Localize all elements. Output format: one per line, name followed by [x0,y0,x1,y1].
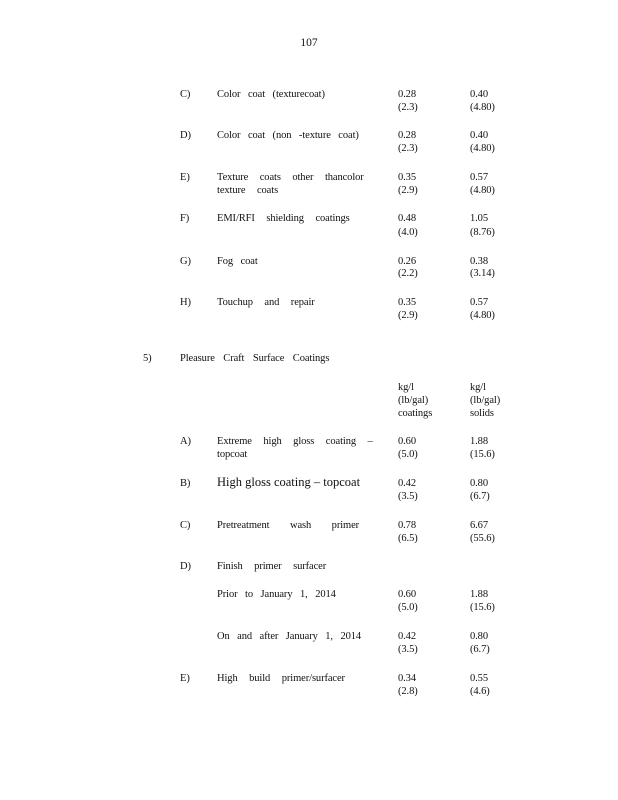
item-description: EMI/RFI shielding coatings [217,213,350,224]
value-solids-lbgal: (6.7) [470,644,490,655]
header-unit-lbgal: (lb/gal) [398,395,429,406]
value-coatings-lbgal: (2.3) [398,143,418,154]
value-coatings-lbgal: (5.0) [398,449,418,460]
value-solids: 0.55 [470,673,488,684]
item-description-cont: texture coats [217,185,279,196]
value-coatings-lbgal: (6.5) [398,533,418,544]
value-solids-lbgal: (6.7) [470,491,490,502]
item-label: F) [180,213,190,224]
value-coatings-lbgal: (2.8) [398,686,418,697]
value-solids: 1.88 [470,589,488,600]
item-label: E) [180,673,190,684]
value-solids: 1.05 [470,213,488,224]
value-coatings-lbgal: (2.3) [398,102,418,113]
value-solids: 0.57 [470,172,488,183]
item-label: B) [180,478,191,489]
value-coatings: 0.35 [398,172,416,183]
header-unit: kg/l [398,382,414,393]
value-coatings-lbgal: (4.0) [398,227,418,238]
value-coatings: 0.48 [398,213,416,224]
value-solids-lbgal: (55.6) [470,533,495,544]
item-description: Touchup and repair [217,297,315,308]
item-label: D) [180,561,191,572]
value-solids: 1.88 [470,436,488,447]
item-label: G) [180,256,191,267]
value-solids-lbgal: (8.76) [470,227,495,238]
header-basis: solids [470,408,494,419]
value-coatings: 0.34 [398,673,416,684]
value-solids-lbgal: (4.80) [470,102,495,113]
value-solids-lbgal: (15.6) [470,449,495,460]
item-label: C) [180,89,191,100]
item-description: Prior to January 1, 2014 [217,589,336,600]
item-label: H) [180,297,191,308]
item-description: Color coat (non -texture coat) [217,130,359,141]
value-coatings-lbgal: (5.0) [398,602,418,613]
value-coatings: 0.42 [398,631,416,642]
value-solids-lbgal: (4.80) [470,143,495,154]
header-unit: kg/l [470,382,486,393]
item-description: Texture coats other thancolor [217,172,364,183]
value-solids: 0.80 [470,631,488,642]
value-solids: 0.80 [470,478,488,489]
section-title: Pleasure Craft Surface Coatings [180,353,330,364]
item-description: Finish primer surfacer [217,561,327,572]
item-description: High build primer/surfacer [217,673,345,684]
section-number: 5) [143,353,152,364]
value-coatings: 0.28 [398,130,416,141]
item-description: Color coat (texturecoat) [217,89,325,100]
header-basis: coatings [398,408,433,419]
item-description: On and after January 1, 2014 [217,631,362,642]
value-coatings: 0.35 [398,297,416,308]
value-coatings-lbgal: (2.9) [398,310,418,321]
item-description: Extreme high gloss coating – [217,436,373,447]
value-solids: 0.40 [470,89,488,100]
value-solids: 6.67 [470,520,488,531]
value-coatings: 0.28 [398,89,416,100]
header-unit-lbgal: (lb/gal) [470,395,501,406]
value-coatings-lbgal: (2.9) [398,185,418,196]
value-coatings: 0.42 [398,478,416,489]
value-coatings: 0.60 [398,436,416,447]
value-coatings: 0.78 [398,520,416,531]
value-solids-lbgal: (3.14) [470,268,495,279]
item-label: D) [180,130,191,141]
page-number: 107 [300,37,318,49]
value-solids-lbgal: (4.80) [470,185,495,196]
value-solids-lbgal: (4.6) [470,686,490,697]
value-solids-lbgal: (4.80) [470,310,495,321]
value-solids-lbgal: (15.6) [470,602,495,613]
value-coatings-lbgal: (2.2) [398,268,418,279]
item-description: High gloss coating – topcoat [217,475,361,489]
item-label: E) [180,172,190,183]
item-description: Fog coat [217,256,258,267]
item-label: C) [180,520,191,531]
item-description: Pretreatment wash primer [217,520,360,531]
value-coatings-lbgal: (3.5) [398,644,418,655]
value-coatings: 0.26 [398,256,416,267]
value-coatings-lbgal: (3.5) [398,491,418,502]
item-description-cont: topcoat [217,449,248,460]
value-coatings: 0.60 [398,589,416,600]
value-solids: 0.57 [470,297,488,308]
value-solids: 0.40 [470,130,488,141]
value-solids: 0.38 [470,256,488,267]
item-label: A) [180,436,191,447]
